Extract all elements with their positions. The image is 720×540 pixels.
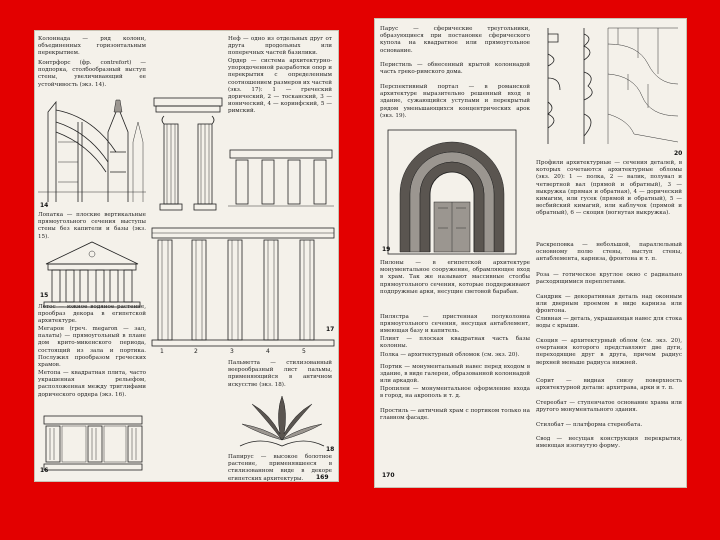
text-pilyastra: Пилястра — пристенная полуколонна прямоугольного сечения, несущая антаблемент, имеющая базу и капитель. bbox=[380, 314, 530, 335]
order-columns-row2 bbox=[150, 226, 336, 354]
svg-text:1: 1 bbox=[160, 348, 164, 354]
text-megaron: Мегарон (греч. megaron — зал, палаты) — прямоугольный в плане дом крито-микенского периода, состоящий из зала и портика. Послужил прообразом греческих храмов. bbox=[38, 326, 146, 369]
text-nef: Неф — одно из отдельных друг от друга продольных или поперечных частей базилики. bbox=[228, 36, 332, 57]
text-rozeta: Роза — готическое круглое окно с радиально расходящимися переплетами. bbox=[536, 272, 682, 286]
svg-text:3: 3 bbox=[230, 348, 234, 354]
text-lotos: Лотос — южное водяное растение, прообраз декора в египетской архитектуре. bbox=[38, 304, 146, 325]
text-peristil: Перистиль — обнесенный крытой колоннадой часть греко-римского дома. bbox=[380, 62, 530, 76]
text-propilei: Пропилеи — монументальное оформление входа в город, на акрополь и т. д. bbox=[380, 386, 530, 400]
text-svod: Свод — несущая конструкция перекрытия, имеющая изогнутую форму. bbox=[536, 436, 682, 450]
text-kolonnada: Колоннада — ряд колонн, объединенных горизонтальным перекрытием. bbox=[38, 36, 146, 57]
figure-label-20: 20 bbox=[674, 150, 683, 157]
left-book-page bbox=[34, 30, 339, 482]
text-order: Ордер — система архитектурно-упорядоченной разработки опор и перекрытия с определенным соотношением размеров их частей (экз. 17): 1 — греческий дорический, 2 — тосканский, 3 — ионический, 4 — коринфский, 5 — римский. bbox=[228, 58, 332, 115]
text-plint: Плинт — плоская квадратная часть базы колонны. bbox=[380, 336, 530, 350]
figure-label-17: 17 bbox=[326, 326, 335, 333]
order-columns-row1 bbox=[228, 148, 334, 210]
text-palmetta: Пальметта — стилизованный веерообразный лист пальмы, применяющийся в античном искусстве (экз. 18). bbox=[228, 360, 332, 388]
text-polka: Полка — архитектурный обломок (см. экз. 20). bbox=[380, 352, 520, 358]
text-papirus: Папирус — высокое болотное растение, применявшееся в стилизованном виде в декоре египетских архитектуры. bbox=[228, 454, 332, 482]
text-sorit: Сорит — видная снизу поверхность архитектурной детали: архитрава, арки и т. п. bbox=[536, 378, 682, 392]
text-sandrik: Сандрик — декоративная деталь над оконным или дверным проемом в виде карниза или фронтона. bbox=[536, 294, 682, 315]
figure-label-16: 16 bbox=[40, 467, 49, 474]
text-stilobat: Стилобат — платформа стереобата. bbox=[536, 422, 643, 428]
text-skociya: Скоция — архитектурный облом (см. экз. 20), очертания которого представляют две дуги, переходящие друг в друга, причем радиус верхней меньше радиуса нижней. bbox=[536, 338, 682, 366]
architectural-profiles-illustration bbox=[538, 24, 682, 148]
figure-label-19: 19 bbox=[382, 246, 391, 253]
buttress-illustration bbox=[38, 92, 146, 202]
text-stereobat: Стереобат — ступенчатое основание храма или другого монументального здания. bbox=[536, 400, 682, 414]
text-raskrepovka: Раскреповка — небольшой, параллельный основному полю стены, выступ стены, антаблемента, карниза, фронтона и т. п. bbox=[536, 242, 682, 263]
text-metopa: Метопа — квадратная плита, часто украшенная рельефом, расположенная между триглифами дорического ордера (экз. 16). bbox=[38, 370, 146, 398]
text-portik: Портик — монументальный навес перед входом в здание, в виде галереи, образованной колоннадой или аркадой. bbox=[380, 364, 530, 385]
text-prostil: Простиль — античный храм с портиком только на главном фасаде. bbox=[380, 408, 530, 422]
megaron-temple-illustration bbox=[42, 240, 142, 308]
text-portal: Перспективный портал — в романской архитектуре выразительно решенный вход в здание, сужающийся уступами и перекрытый рядом уменьшающихся концентрических арок (экз. 19). bbox=[380, 84, 530, 119]
figure-label-14: 14 bbox=[40, 202, 49, 209]
figure-label-18: 18 bbox=[326, 446, 335, 453]
romanesque-portal-illustration bbox=[386, 128, 518, 256]
figure-label-15: 15 bbox=[40, 292, 49, 299]
text-lopatka: Лопатка — плоские вертикальные прямоугольного сечения выступы стены без капители и базы (экз. 15). bbox=[38, 212, 146, 240]
page-number-left: 169 bbox=[316, 474, 329, 481]
right-book-page bbox=[374, 18, 687, 488]
text-slivnaya: Сливная — деталь, украшающая навес для стока воды с крыши. bbox=[536, 316, 682, 330]
metope-triglyph-illustration bbox=[42, 414, 144, 474]
ionic-column-illustration bbox=[150, 94, 226, 214]
text-pilony: Пилоны — в египетской архитектуре монументальное сооружение, обрамляющее вход в храм. Так же называют массивные столбы прямоугольного сечения, которые поддерживают подпружные арки, несущие световой барабан. bbox=[380, 260, 530, 295]
palmette-illustration bbox=[230, 394, 334, 450]
page-number-right: 170 bbox=[382, 472, 395, 479]
svg-text:4: 4 bbox=[266, 348, 270, 354]
text-parus: Парус — сферические треугольники, образующиеся при постановке сферического купола на квадратное или прямоугольное основание. bbox=[380, 26, 530, 54]
text-kontrfors: Контрфорс (фр. contrefort) — подпорка, столбообразный выступ стены, увеличивающий ее устойчивость (экз. 14). bbox=[38, 60, 146, 88]
text-profil: Профили архитектурные — сечения деталей, в которых сочетаются архитектурные обломы (экз. 20): 1 — полка, 2 — валик, полувал и четвертной вал (прямой и обратный), 3 — выкружка (прямая и обратная), 4 — дорический кимагим, или гусек (прямой и обратный), 5 — весбийский кимагий, или каблучок (прямой и обратный), 6 — скоция (вогнутая выкружка). bbox=[536, 160, 682, 217]
svg-text:2: 2 bbox=[194, 348, 198, 354]
svg-text:5: 5 bbox=[302, 348, 306, 354]
